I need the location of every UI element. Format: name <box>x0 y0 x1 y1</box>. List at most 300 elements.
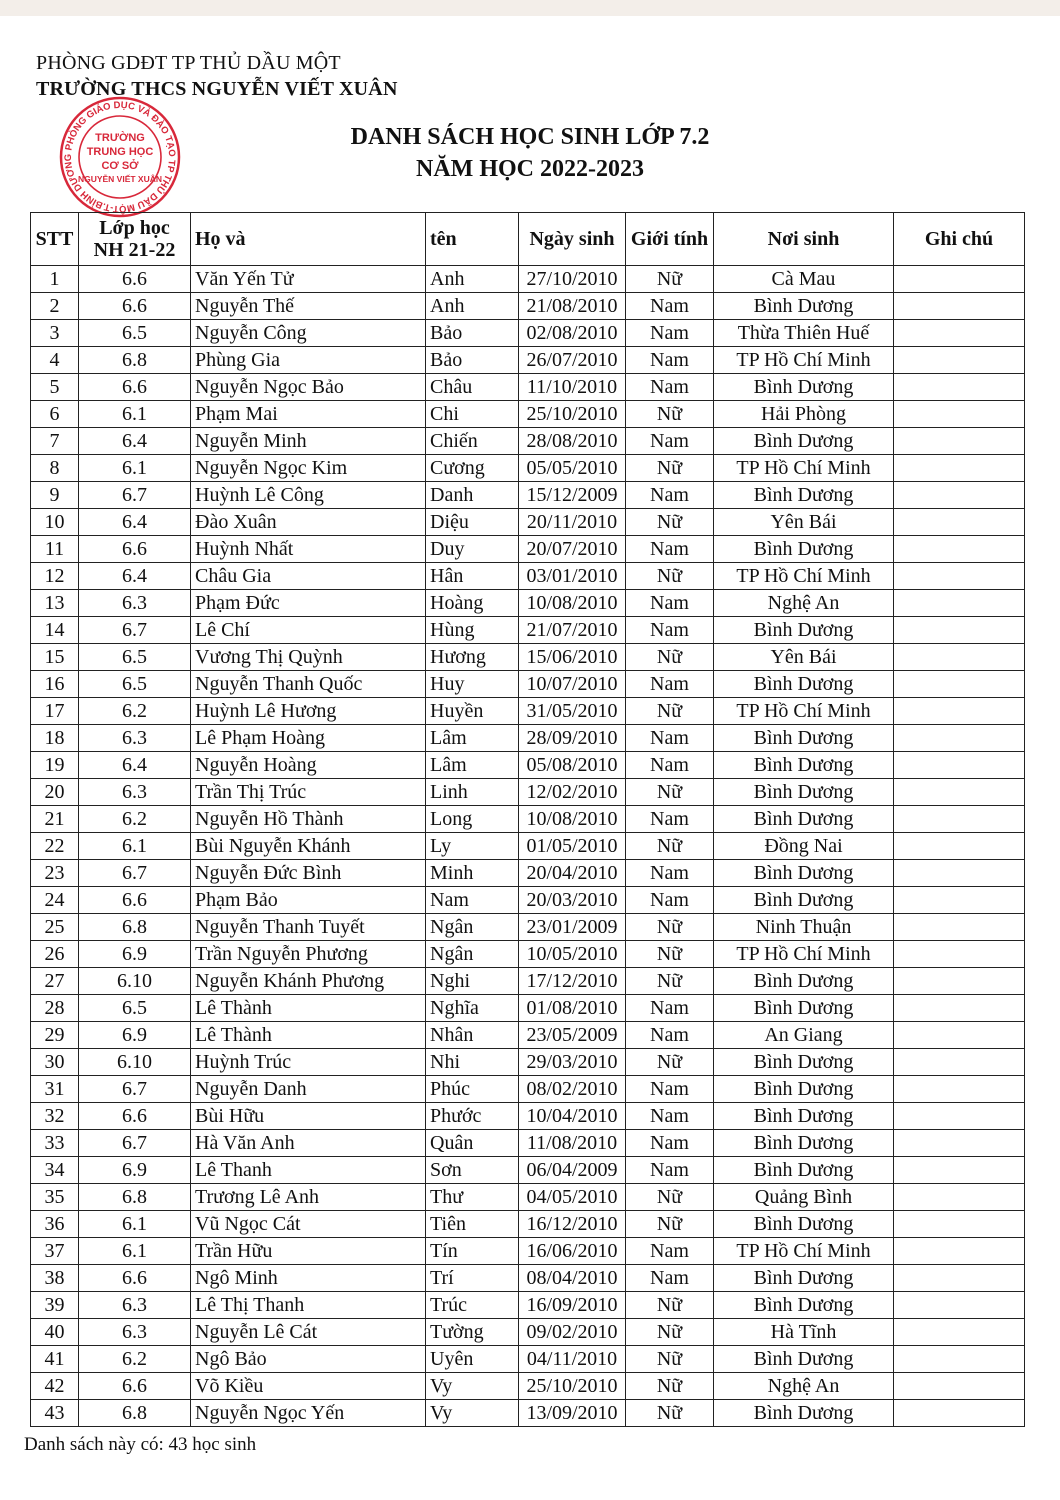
cell-class: 6.1 <box>79 833 191 860</box>
cell-birthplace: Bình Dương <box>714 860 894 887</box>
cell-stt: 28 <box>31 995 79 1022</box>
cell-gender: Nam <box>626 536 714 563</box>
cell-surname: Nguyễn Hồ Thành <box>191 806 426 833</box>
cell-stt: 18 <box>31 725 79 752</box>
cell-class: 6.6 <box>79 374 191 401</box>
cell-birthplace: Bình Dương <box>714 536 894 563</box>
cell-stt: 1 <box>31 266 79 293</box>
cell-birthplace: Bình Dương <box>714 1292 894 1319</box>
cell-gender: Nữ <box>626 1400 714 1427</box>
cell-stt: 32 <box>31 1103 79 1130</box>
cell-gender: Nam <box>626 320 714 347</box>
header-class-line2: NH 21-22 <box>93 239 176 261</box>
cell-surname: Nguyễn Công <box>191 320 426 347</box>
table-row <box>31 563 1025 590</box>
cell-surname: Nguyễn Ngọc Yến <box>191 1400 426 1427</box>
cell-dob: 15/12/2009 <box>519 482 626 509</box>
cell-class: 6.6 <box>79 887 191 914</box>
cell-surname: Nguyễn Ngọc Kim <box>191 455 426 482</box>
cell-given-name: Chi <box>426 401 519 428</box>
cell-dob: 05/08/2010 <box>519 752 626 779</box>
cell-stt: 29 <box>31 1022 79 1049</box>
cell-given-name: Cương <box>426 455 519 482</box>
cell-given-name: Long <box>426 806 519 833</box>
cell-given-name: Nghi <box>426 968 519 995</box>
cell-dob: 20/11/2010 <box>519 509 626 536</box>
cell-dob: 10/07/2010 <box>519 671 626 698</box>
seal-line-2: TRUNG HỌC <box>86 146 154 158</box>
cell-note <box>894 1346 1025 1373</box>
cell-note <box>894 806 1025 833</box>
table-row <box>31 266 1025 293</box>
cell-gender: Nữ <box>626 1346 714 1373</box>
cell-birthplace: Bình Dương <box>714 671 894 698</box>
cell-class: 6.7 <box>79 617 191 644</box>
cell-dob: 21/08/2010 <box>519 293 626 320</box>
cell-note <box>894 887 1025 914</box>
cell-class: 6.1 <box>79 401 191 428</box>
cell-gender: Nữ <box>626 563 714 590</box>
cell-note <box>894 563 1025 590</box>
table-row <box>31 860 1025 887</box>
cell-given-name: Uyên <box>426 1346 519 1373</box>
cell-dob: 23/05/2009 <box>519 1022 626 1049</box>
table-row <box>31 806 1025 833</box>
cell-given-name: Lâm <box>426 752 519 779</box>
cell-surname: Huỳnh Lê Hương <box>191 698 426 725</box>
cell-birthplace: Đồng Nai <box>714 833 894 860</box>
cell-surname: Văn Yến Tử <box>191 266 426 293</box>
cell-dob: 04/05/2010 <box>519 1184 626 1211</box>
cell-dob: 20/07/2010 <box>519 536 626 563</box>
cell-note <box>894 644 1025 671</box>
cell-note <box>894 1049 1025 1076</box>
cell-given-name: Phúc <box>426 1076 519 1103</box>
table-row <box>31 509 1025 536</box>
table-row <box>31 1184 1025 1211</box>
table-row <box>31 1049 1025 1076</box>
table-row <box>31 1292 1025 1319</box>
cell-gender: Nam <box>626 860 714 887</box>
cell-class: 6.2 <box>79 698 191 725</box>
table-row <box>31 1265 1025 1292</box>
cell-surname: Lê Thành <box>191 1022 426 1049</box>
cell-surname: Lê Thành <box>191 995 426 1022</box>
cell-note <box>894 860 1025 887</box>
cell-class: 6.3 <box>79 1319 191 1346</box>
cell-note <box>894 1238 1025 1265</box>
cell-given-name: Tiên <box>426 1211 519 1238</box>
cell-note <box>894 428 1025 455</box>
cell-dob: 20/04/2010 <box>519 860 626 887</box>
cell-stt: 4 <box>31 347 79 374</box>
cell-gender: Nam <box>626 374 714 401</box>
cell-note <box>894 1292 1025 1319</box>
cell-gender: Nam <box>626 671 714 698</box>
cell-given-name: Nghĩa <box>426 995 519 1022</box>
cell-class: 6.4 <box>79 752 191 779</box>
cell-birthplace: Bình Dương <box>714 374 894 401</box>
header-gender: Giới tính <box>626 213 714 266</box>
cell-note <box>894 509 1025 536</box>
cell-note <box>894 536 1025 563</box>
cell-surname: Ngô Minh <box>191 1265 426 1292</box>
table-row <box>31 1157 1025 1184</box>
cell-class: 6.5 <box>79 671 191 698</box>
cell-gender: Nam <box>626 482 714 509</box>
cell-stt: 42 <box>31 1373 79 1400</box>
table-row <box>31 1346 1025 1373</box>
cell-gender: Nam <box>626 1265 714 1292</box>
table-row <box>31 428 1025 455</box>
cell-given-name: Ngân <box>426 914 519 941</box>
cell-class: 6.4 <box>79 428 191 455</box>
cell-dob: 12/02/2010 <box>519 779 626 806</box>
cell-given-name: Ly <box>426 833 519 860</box>
cell-dob: 27/10/2010 <box>519 266 626 293</box>
cell-given-name: Tường <box>426 1319 519 1346</box>
school-name: TRƯỜNG THCS NGUYỄN VIẾT XUÂN <box>36 78 398 100</box>
cell-surname: Trần Thị Trúc <box>191 779 426 806</box>
cell-birthplace: Bình Dương <box>714 725 894 752</box>
table-row <box>31 941 1025 968</box>
cell-given-name: Châu <box>426 374 519 401</box>
cell-class: 6.9 <box>79 941 191 968</box>
cell-class: 6.1 <box>79 1211 191 1238</box>
cell-birthplace: Ninh Thuận <box>714 914 894 941</box>
cell-birthplace: Thừa Thiên Huế <box>714 320 894 347</box>
cell-gender: Nam <box>626 590 714 617</box>
cell-dob: 02/08/2010 <box>519 320 626 347</box>
cell-surname: Nguyễn Thanh Quốc <box>191 671 426 698</box>
cell-note <box>894 347 1025 374</box>
cell-surname: Trần Nguyễn Phương <box>191 941 426 968</box>
cell-birthplace: Bình Dương <box>714 293 894 320</box>
cell-birthplace: Bình Dương <box>714 1346 894 1373</box>
cell-stt: 41 <box>31 1346 79 1373</box>
cell-class: 6.7 <box>79 482 191 509</box>
table-row <box>31 1319 1025 1346</box>
header-stt: STT <box>31 213 79 266</box>
cell-gender: Nữ <box>626 1319 714 1346</box>
cell-birthplace: Hà Tĩnh <box>714 1319 894 1346</box>
header-note: Ghi chú <box>894 213 1025 266</box>
cell-birthplace: Yên Bái <box>714 644 894 671</box>
cell-birthplace: Bình Dương <box>714 752 894 779</box>
cell-dob: 16/09/2010 <box>519 1292 626 1319</box>
cell-surname: Đào Xuân <box>191 509 426 536</box>
cell-birthplace: Bình Dương <box>714 995 894 1022</box>
cell-surname: Vương Thị Quỳnh <box>191 644 426 671</box>
cell-gender: Nữ <box>626 779 714 806</box>
cell-note <box>894 266 1025 293</box>
cell-surname: Lê Phạm Hoàng <box>191 725 426 752</box>
cell-birthplace: TP Hồ Chí Minh <box>714 563 894 590</box>
cell-birthplace: Nghệ An <box>714 1373 894 1400</box>
cell-dob: 08/04/2010 <box>519 1265 626 1292</box>
cell-dob: 04/11/2010 <box>519 1346 626 1373</box>
cell-surname: Lê Thị Thanh <box>191 1292 426 1319</box>
table-row <box>31 1211 1025 1238</box>
cell-surname: Lê Chí <box>191 617 426 644</box>
table-row <box>31 347 1025 374</box>
cell-stt: 9 <box>31 482 79 509</box>
cell-gender: Nam <box>626 752 714 779</box>
cell-class: 6.3 <box>79 779 191 806</box>
cell-dob: 16/12/2010 <box>519 1211 626 1238</box>
table-header-row <box>31 213 1025 266</box>
cell-note <box>894 1400 1025 1427</box>
cell-birthplace: Bình Dương <box>714 806 894 833</box>
cell-birthplace: Bình Dương <box>714 617 894 644</box>
cell-stt: 39 <box>31 1292 79 1319</box>
cell-surname: Nguyễn Lê Cát <box>191 1319 426 1346</box>
cell-birthplace: Bình Dương <box>714 1049 894 1076</box>
cell-class: 6.8 <box>79 914 191 941</box>
cell-surname: Ngô Bảo <box>191 1346 426 1373</box>
cell-note <box>894 455 1025 482</box>
table-row <box>31 644 1025 671</box>
cell-stt: 35 <box>31 1184 79 1211</box>
cell-stt: 27 <box>31 968 79 995</box>
cell-dob: 03/01/2010 <box>519 563 626 590</box>
cell-gender: Nữ <box>626 698 714 725</box>
table-row <box>31 698 1025 725</box>
table-row <box>31 968 1025 995</box>
cell-dob: 26/07/2010 <box>519 347 626 374</box>
cell-note <box>894 914 1025 941</box>
table-row <box>31 671 1025 698</box>
cell-note <box>894 698 1025 725</box>
cell-surname: Phùng Gia <box>191 347 426 374</box>
cell-dob: 10/08/2010 <box>519 806 626 833</box>
cell-birthplace: Bình Dương <box>714 1400 894 1427</box>
cell-birthplace: Cà Mau <box>714 266 894 293</box>
table-row <box>31 1238 1025 1265</box>
cell-stt: 15 <box>31 644 79 671</box>
cell-gender: Nữ <box>626 644 714 671</box>
cell-birthplace: TP Hồ Chí Minh <box>714 1238 894 1265</box>
cell-given-name: Bảo <box>426 347 519 374</box>
cell-stt: 19 <box>31 752 79 779</box>
seal-ring-text: PHÒNG GIÁO DỤC VÀ ĐÀO TẠO TP THỦ DẦU MỘT-T.BÌNH DƯƠNG <box>62 99 178 215</box>
cell-given-name: Bảo <box>426 320 519 347</box>
cell-dob: 10/08/2010 <box>519 590 626 617</box>
cell-stt: 13 <box>31 590 79 617</box>
cell-class: 6.7 <box>79 1076 191 1103</box>
cell-gender: Nữ <box>626 455 714 482</box>
cell-note <box>894 1157 1025 1184</box>
cell-stt: 7 <box>31 428 79 455</box>
cell-class: 6.10 <box>79 1049 191 1076</box>
cell-stt: 12 <box>31 563 79 590</box>
cell-note <box>894 482 1025 509</box>
cell-surname: Nguyễn Khánh Phương <box>191 968 426 995</box>
cell-note <box>894 671 1025 698</box>
cell-given-name: Linh <box>426 779 519 806</box>
cell-stt: 36 <box>31 1211 79 1238</box>
cell-stt: 37 <box>31 1238 79 1265</box>
cell-birthplace: Bình Dương <box>714 482 894 509</box>
cell-birthplace: Bình Dương <box>714 1130 894 1157</box>
cell-given-name: Diệu <box>426 509 519 536</box>
cell-surname: Bùi Hữu <box>191 1103 426 1130</box>
table-row <box>31 590 1025 617</box>
cell-class: 6.3 <box>79 1292 191 1319</box>
cell-gender: Nữ <box>626 941 714 968</box>
table-row <box>31 320 1025 347</box>
cell-given-name: Anh <box>426 293 519 320</box>
cell-given-name: Huyền <box>426 698 519 725</box>
cell-given-name: Tín <box>426 1238 519 1265</box>
cell-note <box>894 833 1025 860</box>
cell-surname: Phạm Đức <box>191 590 426 617</box>
cell-given-name: Hoàng <box>426 590 519 617</box>
cell-surname: Trương Lê Anh <box>191 1184 426 1211</box>
cell-note <box>894 752 1025 779</box>
cell-surname: Bùi Nguyễn Khánh <box>191 833 426 860</box>
cell-gender: Nữ <box>626 1373 714 1400</box>
cell-gender: Nam <box>626 347 714 374</box>
cell-gender: Nam <box>626 806 714 833</box>
cell-surname: Nguyễn Thế <box>191 293 426 320</box>
seal-line-4: NGUYỄN VIẾT XUÂN <box>77 174 163 184</box>
cell-given-name: Nhân <box>426 1022 519 1049</box>
cell-given-name: Quân <box>426 1130 519 1157</box>
cell-note <box>894 1211 1025 1238</box>
header-class <box>79 213 191 266</box>
cell-stt: 8 <box>31 455 79 482</box>
cell-surname: Hà Văn Anh <box>191 1130 426 1157</box>
table-row <box>31 779 1025 806</box>
cell-note <box>894 968 1025 995</box>
cell-birthplace: TP Hồ Chí Minh <box>714 455 894 482</box>
cell-birthplace: Bình Dương <box>714 1076 894 1103</box>
cell-surname: Nguyễn Hoàng <box>191 752 426 779</box>
header-class-line1: Lớp học <box>99 217 170 239</box>
cell-gender: Nam <box>626 1130 714 1157</box>
cell-note <box>894 590 1025 617</box>
cell-surname: Nguyễn Danh <box>191 1076 426 1103</box>
ministry-name: PHÒNG GDĐT TP THỦ DẦU MỘT <box>36 52 341 74</box>
header-birthplace: Nơi sinh <box>714 213 894 266</box>
cell-dob: 25/10/2010 <box>519 1373 626 1400</box>
table-row <box>31 725 1025 752</box>
cell-given-name: Danh <box>426 482 519 509</box>
cell-dob: 28/08/2010 <box>519 428 626 455</box>
cell-surname: Huỳnh Nhất <box>191 536 426 563</box>
cell-gender: Nam <box>626 1103 714 1130</box>
footer-count: Danh sách này có: 43 học sinh <box>24 1434 257 1455</box>
cell-birthplace: TP Hồ Chí Minh <box>714 941 894 968</box>
cell-note <box>894 1373 1025 1400</box>
cell-class: 6.6 <box>79 536 191 563</box>
cell-stt: 33 <box>31 1130 79 1157</box>
cell-birthplace: Bình Dương <box>714 428 894 455</box>
table-row <box>31 1373 1025 1400</box>
cell-note <box>894 1184 1025 1211</box>
table-row <box>31 752 1025 779</box>
table-row <box>31 887 1025 914</box>
table-row <box>31 617 1025 644</box>
cell-dob: 09/02/2010 <box>519 1319 626 1346</box>
cell-birthplace: Nghệ An <box>714 590 894 617</box>
cell-given-name: Hân <box>426 563 519 590</box>
table-row <box>31 482 1025 509</box>
cell-birthplace: Bình Dương <box>714 1157 894 1184</box>
cell-stt: 34 <box>31 1157 79 1184</box>
cell-given-name: Ngân <box>426 941 519 968</box>
cell-birthplace: An Giang <box>714 1022 894 1049</box>
cell-stt: 6 <box>31 401 79 428</box>
cell-given-name: Trúc <box>426 1292 519 1319</box>
cell-note <box>894 1319 1025 1346</box>
cell-surname: Lê Thanh <box>191 1157 426 1184</box>
cell-dob: 23/01/2009 <box>519 914 626 941</box>
cell-gender: Nam <box>626 428 714 455</box>
cell-stt: 11 <box>31 536 79 563</box>
cell-birthplace: TP Hồ Chí Minh <box>714 347 894 374</box>
cell-dob: 08/02/2010 <box>519 1076 626 1103</box>
cell-dob: 15/06/2010 <box>519 644 626 671</box>
cell-class: 6.9 <box>79 1022 191 1049</box>
cell-class: 6.7 <box>79 860 191 887</box>
cell-given-name: Thư <box>426 1184 519 1211</box>
scan-edge <box>0 0 1060 16</box>
cell-surname: Nguyễn Đức Bình <box>191 860 426 887</box>
cell-surname: Phạm Mai <box>191 401 426 428</box>
header-dob: Ngày sinh <box>519 213 626 266</box>
table-row <box>31 293 1025 320</box>
table-row <box>31 833 1025 860</box>
cell-surname: Vũ Ngọc Cát <box>191 1211 426 1238</box>
cell-gender: Nam <box>626 293 714 320</box>
cell-surname: Châu Gia <box>191 563 426 590</box>
cell-class: 6.2 <box>79 1346 191 1373</box>
cell-surname: Huỳnh Trúc <box>191 1049 426 1076</box>
cell-gender: Nữ <box>626 1292 714 1319</box>
cell-class: 6.2 <box>79 806 191 833</box>
cell-dob: 11/10/2010 <box>519 374 626 401</box>
cell-birthplace: Bình Dương <box>714 1211 894 1238</box>
table-row <box>31 536 1025 563</box>
cell-stt: 23 <box>31 860 79 887</box>
cell-surname: Nguyễn Ngọc Bảo <box>191 374 426 401</box>
cell-given-name: Nhi <box>426 1049 519 1076</box>
cell-dob: 01/08/2010 <box>519 995 626 1022</box>
cell-class: 6.6 <box>79 1265 191 1292</box>
cell-stt: 3 <box>31 320 79 347</box>
cell-note <box>894 374 1025 401</box>
cell-note <box>894 1130 1025 1157</box>
cell-class: 6.5 <box>79 320 191 347</box>
cell-stt: 22 <box>31 833 79 860</box>
cell-birthplace: Bình Dương <box>714 1265 894 1292</box>
seal-line-1: TRƯỜNG <box>95 132 145 144</box>
cell-gender: Nam <box>626 1157 714 1184</box>
cell-note <box>894 293 1025 320</box>
cell-stt: 40 <box>31 1319 79 1346</box>
cell-gender: Nữ <box>626 266 714 293</box>
cell-gender: Nữ <box>626 968 714 995</box>
cell-stt: 26 <box>31 941 79 968</box>
cell-surname: Nguyễn Minh <box>191 428 426 455</box>
cell-dob: 16/06/2010 <box>519 1238 626 1265</box>
cell-class: 6.8 <box>79 347 191 374</box>
cell-surname: Phạm Bảo <box>191 887 426 914</box>
cell-gender: Nữ <box>626 914 714 941</box>
cell-dob: 05/05/2010 <box>519 455 626 482</box>
